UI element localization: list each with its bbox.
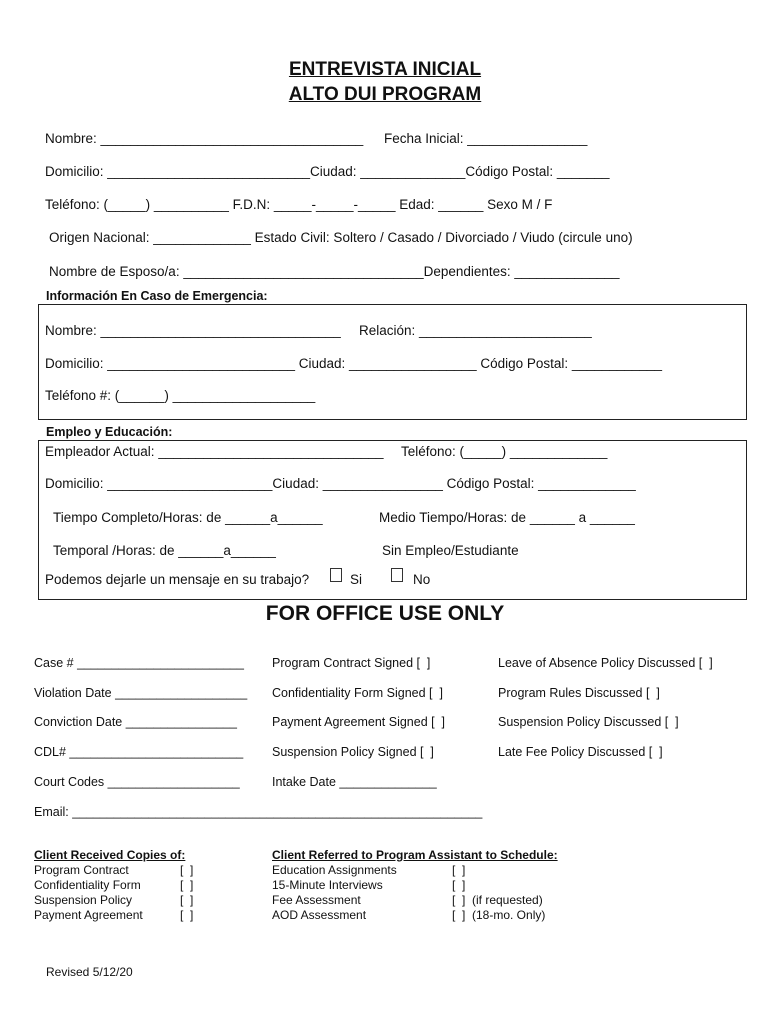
referral-check[interactable]: [ ] [452, 878, 466, 892]
payment-agreement-signed[interactable]: Payment Agreement Signed [ ] [272, 715, 446, 729]
program-contract-signed[interactable]: Program Contract Signed [ ] [272, 656, 431, 670]
start-date-field[interactable]: Fecha Inicial: ________________ [384, 131, 588, 146]
emergency-address-line[interactable]: Domicilio: _________________________ Ciudad: _________________ Código Postal: ____________ [45, 356, 663, 371]
referral-check[interactable]: [ ] (if requested) [452, 893, 543, 907]
spouse-dependents-line[interactable]: Nombre de Esposo/a: ________________________________Dependientes: ______________ [49, 264, 620, 279]
office-use-heading: FOR OFFICE USE ONLY [265, 602, 505, 625]
emergency-heading: Información En Caso de Emergencia: [46, 289, 268, 303]
referral-item-education: Education Assignments [272, 863, 397, 877]
origin-marital-line[interactable]: Origen Nacional: _____________ Estado Civil: Soltero / Casado / Divorciado / Viudo (circule uno) [49, 230, 633, 245]
copy-item-payment: Payment Agreement [34, 908, 143, 922]
part-time-hours-field[interactable]: Medio Tiempo/Horas: de ______ a ______ [379, 510, 635, 525]
revised-date: Revised 5/12/20 [46, 965, 133, 979]
phone-dob-line[interactable]: Teléfono: (_____) __________ F.D.N: _____-_____-_____ Edad: ______ Sexo M / F [45, 197, 553, 212]
referral-item-interviews: 15-Minute Interviews [272, 878, 383, 892]
copy-check[interactable]: [ ] [180, 893, 194, 907]
emergency-relation-field[interactable]: Relación: _______________________ [359, 323, 592, 338]
case-number-field[interactable]: Case # ________________________ [34, 656, 244, 670]
referred-heading: Client Referred to Program Assistant to Schedule: [272, 848, 558, 862]
message-question: Podemos dejarle un mensaje en su trabajo? [45, 572, 310, 587]
copies-heading: Client Received Copies of: [34, 848, 186, 862]
emergency-name-field[interactable]: Nombre: ________________________________ [45, 323, 341, 338]
late-fee-discussed[interactable]: Late Fee Policy Discussed [ ] [498, 745, 663, 759]
address-line[interactable]: Domicilio: ___________________________Ciudad: ______________Código Postal: _______ [45, 164, 610, 179]
form-subtitle: ALTO DUI PROGRAM [288, 84, 482, 105]
conviction-date-field[interactable]: Conviction Date ________________ [34, 715, 237, 729]
cdl-field[interactable]: CDL# _________________________ [34, 745, 244, 759]
employment-heading: Empleo y Educación: [46, 425, 173, 439]
violation-date-field[interactable]: Violation Date ___________________ [34, 686, 248, 700]
emergency-box [38, 304, 747, 420]
employment-box [38, 440, 747, 600]
referral-item-fee: Fee Assessment [272, 893, 361, 907]
no-label: No [413, 572, 431, 587]
copy-check[interactable]: [ ] [180, 878, 194, 892]
referral-check[interactable]: [ ] (18-mo. Only) [452, 908, 546, 922]
referral-check[interactable]: [ ] [452, 863, 466, 877]
leave-absence-discussed[interactable]: Leave of Absence Policy Discussed [ ] [498, 656, 713, 670]
referral-item-aod: AOD Assessment [272, 908, 367, 922]
copy-check[interactable]: [ ] [180, 863, 194, 877]
suspension-policy-signed[interactable]: Suspension Policy Signed [ ] [272, 745, 434, 759]
unemployed-student-label: Sin Empleo/Estudiante [382, 543, 519, 558]
copy-check[interactable]: [ ] [180, 908, 194, 922]
temporary-hours-field[interactable]: Temporal /Horas: de ______a______ [53, 543, 276, 558]
employer-field[interactable]: Empleador Actual: ______________________________ [45, 444, 384, 459]
suspension-policy-discussed[interactable]: Suspension Policy Discussed [ ] [498, 715, 679, 729]
copy-item-program-contract: Program Contract [34, 863, 129, 877]
yes-checkbox[interactable] [330, 568, 342, 582]
form-title: ENTREVISTA INICIAL [288, 59, 482, 80]
confidentiality-form-signed[interactable]: Confidentiality Form Signed [ ] [272, 686, 443, 700]
name-field[interactable]: Nombre: ___________________________________ [45, 131, 364, 146]
yes-label: Si [350, 572, 363, 587]
copy-item-confidentiality: Confidentiality Form [34, 878, 141, 892]
emergency-phone-field[interactable]: Teléfono #: (______) ___________________ [45, 388, 316, 403]
full-time-hours-field[interactable]: Tiempo Completo/Horas: de ______a______ [53, 510, 323, 525]
employer-phone-field[interactable]: Teléfono: (_____) _____________ [401, 444, 608, 459]
email-field[interactable]: Email: ___________________________________________________________ [34, 805, 483, 819]
copy-item-suspension: Suspension Policy [34, 893, 133, 907]
employer-address-line[interactable]: Domicilio: ______________________Ciudad: ________________ Código Postal: _____________ [45, 476, 636, 491]
no-checkbox[interactable] [391, 568, 403, 582]
intake-date-field[interactable]: Intake Date ______________ [272, 775, 437, 789]
program-rules-discussed[interactable]: Program Rules Discussed [ ] [498, 686, 660, 700]
court-codes-field[interactable]: Court Codes ___________________ [34, 775, 240, 789]
